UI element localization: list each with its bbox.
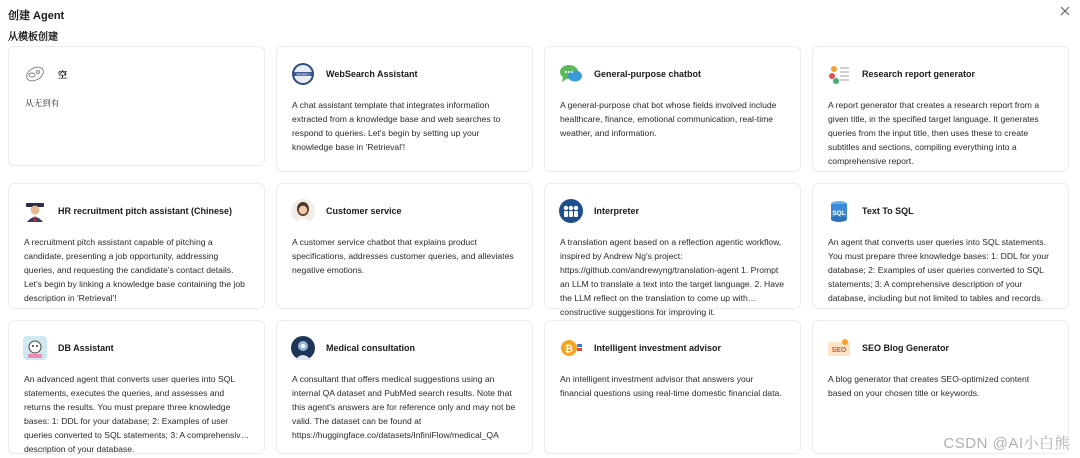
svg-text:SEO: SEO [831,347,847,354]
template-card-blank[interactable] [8,46,265,166]
template-card-websearch[interactable] [276,46,533,172]
template-description: An advanced agent that converts user queries into SQL statements, executes the queries, and assesses and returns the results. You must prepare three knowledge bases: 1: DDL for your database; 2: Examples of user queries converted to SQL statements; 3: A comprehensive description of your database. [24,374,246,454]
svg-text:SEARCH: SEARCH [296,72,310,77]
template-card-medical[interactable] [276,320,533,454]
template-title: Text To SQL [862,206,914,216]
template-title: SEO Blog Generator [862,343,950,353]
sql-database-icon [827,199,851,223]
template-card-research-report[interactable] [812,46,1069,172]
template-title: DB Assistant [58,343,114,353]
watermark: CSDN @AI小白熊 [943,435,1070,452]
template-card-interpreter[interactable] [544,183,801,317]
dialog-title: 创建 Agent [8,10,65,22]
template-description: A blog generator that creates SEO-optimized content based on your chosen title or keywords. [828,374,1030,398]
template-card-investment-advisor[interactable] [544,320,801,454]
section-title: 从模板创建 [8,32,58,43]
template-title: Research report generator [862,69,976,79]
bitcoin-icon [559,336,583,360]
template-title: Customer service [326,206,402,216]
template-title: Medical consultation [326,343,416,353]
template-description: A customer service chatbot that explains product specifications, addresses customer queries, and alleviates negative emotions. [292,237,514,275]
template-description: A chat assistant template that integrates information extracted from a knowledge base and web searches to respond to queries. Let's begin by setting up your knowledge base in 'Retrieval'! [292,100,501,152]
template-title: Intelligent investment advisor [594,343,722,353]
recruiter-icon [23,199,47,223]
medical-icon [291,336,315,360]
interpreter-icon [559,199,583,223]
template-card-db-assistant[interactable] [8,320,265,454]
template-title: 空 [58,69,68,80]
template-description: An agent that converts user queries into SQL statements. You must prepare three knowledge bases: 1: DDL for your database; 2: Examples of user queries converted to SQL statements; 3: A comprehensive description of your database, including but not limited to tables and records. [828,237,1050,303]
template-description: An intelligent investment advisor that answers your financial questions using real-time domestic financial data. [560,374,782,398]
template-description: A consultant that offers medical suggestions using an internal QA dataset and PubMed search results. Note that this agent's answers are for reference only and may not be valid. The dataset can be found at https://huggingface.co/datasets/InfiniFlow/medical_QA [292,374,516,440]
close-icon[interactable] [1058,4,1072,18]
template-description: A translation agent based on a reflection agentic workflow, inspired by Andrew Ng's project: https://github.com/andrewyng/translation-agent 1. Prompt an LLM to translate a text into the target language. 2. Have the LLM reflect on the translation to come up with constructive suggestions for improving it. [560,237,785,317]
template-description: A recruitment pitch assistant capable of pitching a candidate, presenting a job opportunity, addressing queries, and requesting the candidate's contact details. Let's begin by linking a knowledge base containing the job description in 'Retrieval'! [24,237,245,303]
customer-service-icon [291,199,315,223]
template-description: A general-purpose chat bot whose fields involved include healthcare, finance, emotional communication, real-time weather, and information. [560,100,777,138]
template-title: HR recruitment pitch assistant (Chinese) [58,206,233,216]
svg-text:₿: ₿ [564,344,574,355]
template-card-chatbot[interactable] [544,46,801,172]
blank-icon [23,62,47,86]
template-card-text-to-sql[interactable] [812,183,1069,309]
web-search-icon [291,62,315,86]
template-grid [8,46,1072,454]
template-card-customer-service[interactable] [276,183,533,309]
chat-bubbles-icon [559,62,583,86]
template-description: 从无到有 [25,98,60,108]
template-description: A report generator that creates a research report from a given title, in the specified target language. It generates queries from the input title, then uses these to create subtitles and sections, compiling everything into a comprehensive report. [828,100,1040,166]
svg-text:SQL: SQL [832,210,846,217]
template-title: General-purpose chatbot [594,69,702,79]
seo-blog-icon [827,336,851,360]
report-icon [827,62,851,86]
template-title: WebSearch Assistant [326,69,418,79]
template-title: Interpreter [594,206,640,216]
template-card-hr-recruitment[interactable] [8,183,265,309]
db-assistant-icon [23,336,47,360]
